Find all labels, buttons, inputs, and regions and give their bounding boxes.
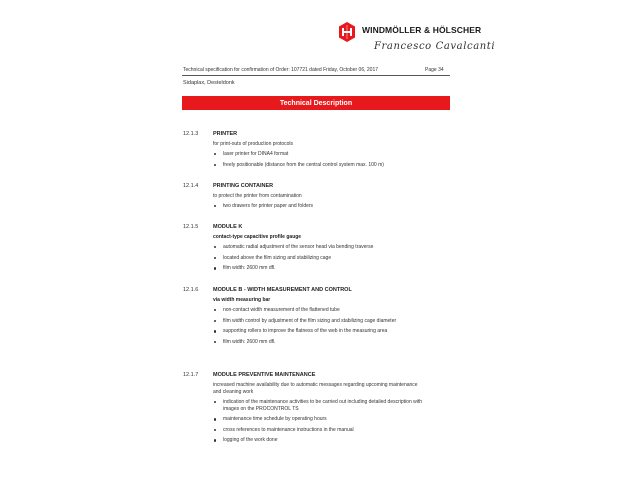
- list-item: laser printer for DINA4 format: [213, 151, 423, 158]
- section-body: [213, 382, 423, 448]
- signature: Francesco Cavalcanti: [374, 41, 496, 52]
- bullet-icon: [214, 418, 216, 420]
- list-item: automatic radial adjustment of the sensor head via bending traverse: [213, 244, 423, 251]
- section-body: [213, 297, 423, 349]
- bullet-icon: [214, 257, 216, 259]
- list-item: two drawers for printer paper and folders: [213, 203, 423, 210]
- company-logo-icon: [336, 21, 358, 43]
- section-title: PRINTING CONTAINER: [213, 183, 274, 189]
- list-item: located above the film sizing and stabilizing cage: [213, 255, 423, 262]
- list-item: indication of the maintenance activities to be carried out including detailed description with images on the PROCONTROL TS: [213, 399, 423, 412]
- header-divider: [182, 75, 450, 76]
- bullet-icon: [214, 320, 216, 322]
- list-item: film width control by adjustment of the film sizing and stabilizing cage diameter: [213, 318, 423, 325]
- bullet-icon: [214, 429, 216, 431]
- section-title: MODULE B - WIDTH MEASUREMENT AND CONTROL: [213, 287, 352, 293]
- bullet-list: [213, 307, 423, 345]
- list-item: maintenance time schedule by operating hours: [213, 416, 423, 423]
- list-item: supporting rollers to improve the flatness of the web in the measuring area: [213, 328, 423, 335]
- bullet-icon: [214, 246, 216, 248]
- section-body: [213, 234, 423, 276]
- list-item: logging of the work done: [213, 437, 423, 444]
- section-subheading: via width measuring bar: [213, 297, 271, 303]
- section-subheading: contact-type capacitive profile gauge: [213, 234, 302, 240]
- section-intro: increased machine availability due to automatic messages regarding upcoming maintenance and cleaning work: [213, 382, 418, 395]
- bullet-list: [213, 244, 423, 272]
- section-number: 12.1.3: [183, 131, 199, 137]
- section-banner: [182, 96, 450, 110]
- bullet-icon: [214, 205, 216, 207]
- bullet-icon: [214, 153, 216, 155]
- section-title: MODULE PREVENTIVE MAINTENANCE: [213, 372, 316, 378]
- customer-name: Sidaplax, Desteldonk: [183, 80, 235, 86]
- section-number: 12.1.4: [183, 183, 199, 189]
- section-intro: for print-outs of production protocols: [213, 141, 294, 147]
- bullet-icon: [214, 401, 216, 403]
- section-number: 12.1.6: [183, 287, 199, 293]
- section-number: 12.1.5: [183, 224, 199, 230]
- bullet-icon: [214, 330, 216, 332]
- section-title: PRINTER: [213, 131, 238, 137]
- section-title: MODULE K: [213, 224, 243, 230]
- bullet-icon: [214, 164, 216, 166]
- bullet-icon: [214, 439, 216, 441]
- bullet-icon: [214, 341, 216, 343]
- page-number: Page 34: [425, 67, 444, 73]
- section-number: 12.1.7: [183, 372, 199, 378]
- bullet-icon: [214, 309, 216, 311]
- banner-title: Technical Description: [279, 99, 353, 107]
- list-item: non-contact width measurement of the flattened tube: [213, 307, 423, 314]
- bullet-list: [213, 203, 423, 210]
- company-name: WINDMÖLLER & HÖLSCHER: [362, 25, 482, 35]
- specification-line: Technical specification for confirmation of Order: 107721 dated Friday, October 06, 2017: [183, 67, 379, 73]
- list-item: freely positionable (distance from the central control system max. 100 m): [213, 162, 423, 169]
- list-item: film width: 2600 mm dfl.: [213, 339, 423, 346]
- section-intro: to protect the printer from contamination: [213, 193, 302, 199]
- bullet-list: [213, 151, 423, 168]
- list-item: film width: 2600 mm dfl.: [213, 265, 423, 272]
- section-body: [213, 193, 423, 214]
- section-body: [213, 141, 423, 172]
- bullet-icon: [214, 267, 216, 269]
- list-item: cross references to maintenance instructions in the manual: [213, 427, 423, 434]
- bullet-list: [213, 399, 423, 444]
